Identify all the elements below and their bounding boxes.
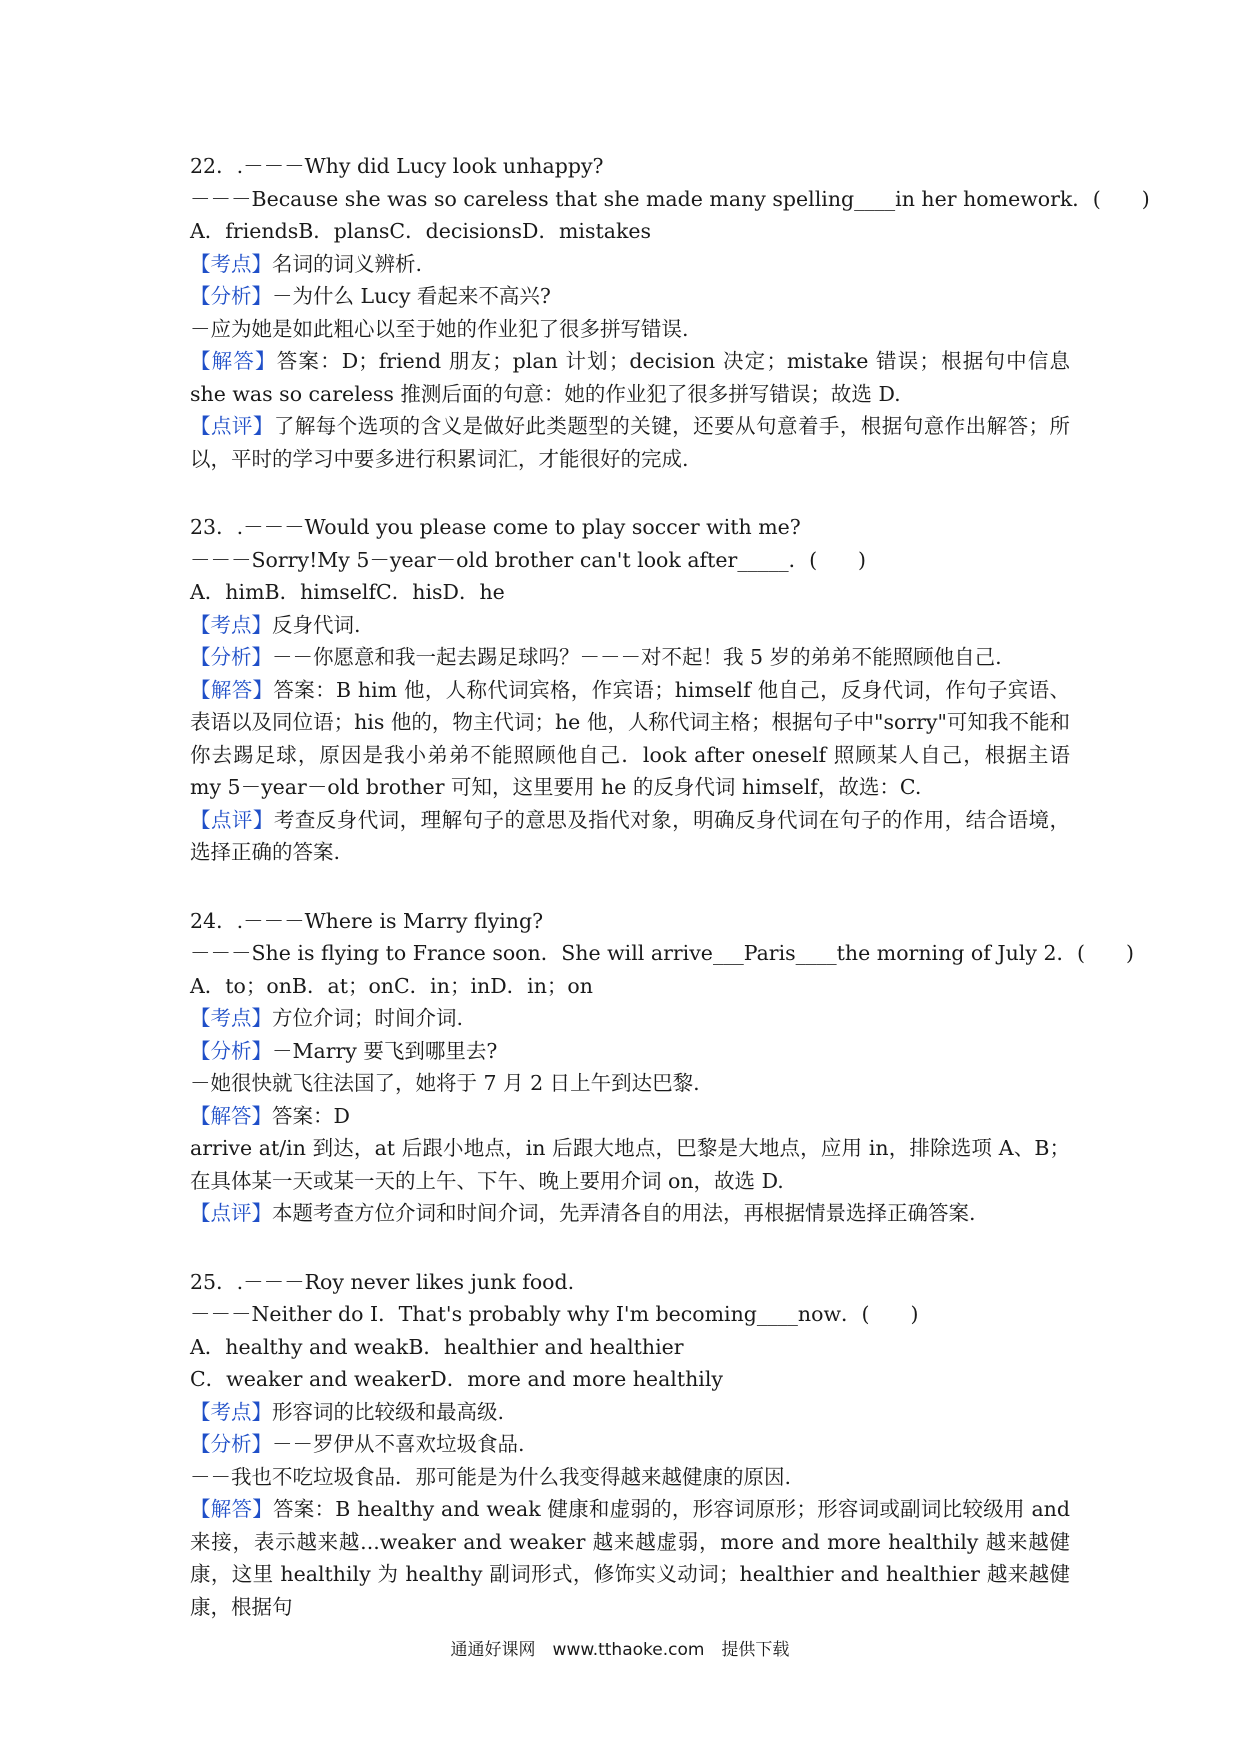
question-stem: 23．.－－－Would you please come to play soccer with me? — [190, 515, 801, 539]
fenxi-text: －－你愿意和我一起去踢足球吗？－－－对不起！我 5 岁的弟弟不能照顾他自己. — [272, 645, 1002, 669]
fenxi-row — [190, 280, 1070, 313]
kaodian-tag: 【考点】 — [190, 1399, 272, 1424]
dianping-tag: 【点评】 — [190, 414, 274, 438]
kaodian-text: 反身代词. — [272, 612, 361, 637]
kaodian-tag: 【考点】 — [190, 251, 272, 276]
jieda-row — [190, 1493, 1070, 1623]
question-stem: －－－Because she was so careless that she made many spelling____in her homework．( ) — [190, 186, 1150, 211]
question-stem: 22．.－－－Why did Lucy look unhappy? — [190, 154, 604, 178]
jieda-explanation: arrive at/in 到达，at 后跟小地点，in 后跟大地点，巴黎是大地点，应用 in，排除选项 A、B；在具体某一天或某一天的上午、下午、晚上要用介词 on，故选 D. — [190, 1136, 1070, 1193]
answer-options: A．to；onB．at；onC．in；inD．in；on — [190, 973, 593, 998]
kaodian-row — [190, 248, 1070, 281]
kaodian-row — [190, 1002, 1070, 1035]
answer-options: C．weaker and weakerD．more and more healthily — [190, 1367, 723, 1391]
jieda-text: 答案：D；friend 朋友；plan 计划；decision 决定；mistake 错误；根据句中信息 she was so careless 推测后面的句意：她的作业犯了很多拼写错误；故选 D. — [190, 349, 1071, 406]
fenxi-tag: 【分析】 — [190, 645, 272, 669]
page-footer: 通通好课网 www.tthaoke.com 提供下载 — [450, 1640, 790, 1660]
jieda-tag: 【解答】 — [190, 1497, 274, 1521]
question-stem: －－－Sorry!My 5－year－old brother can't look after_____．( ) — [190, 547, 867, 572]
answer-options: A．himB．himselfC．hisD．he — [190, 580, 505, 604]
dianping-tag: 【点评】 — [190, 807, 274, 832]
kaodian-row — [190, 609, 1070, 642]
fenxi-tag: 【分析】 — [190, 284, 272, 308]
dianping-text: 考查反身代词，理解句子的意思及指代对象，明确反身代词在句子的作用，结合语境，选择正确的答案. — [190, 807, 1071, 864]
dianping-row — [190, 410, 1070, 475]
dianping-tag: 【点评】 — [190, 1201, 272, 1225]
kaodian-row — [190, 1396, 1070, 1429]
jieda-text: 答案：D — [272, 1103, 350, 1128]
dianping-text: 本题考查方位介词和时间介词，先弄清各自的用法，再根据情景选择正确答案. — [272, 1201, 976, 1225]
question-25 — [190, 1266, 1070, 1624]
jieda-tag: 【解答】 — [190, 349, 277, 373]
jieda-tag: 【解答】 — [190, 1103, 272, 1128]
answer-options: A．healthy and weakB．healthier and healthier — [190, 1334, 684, 1359]
jieda-text: 答案：B him 他，人称代词宾格，作宾语；himself 他自己，反身代词，作句子宾语、表语以及同位语；his 他的，物主代词；he 他，人称代词主格；根据句子中"sorry"可知我不能和你去踢足球，原因是我小弟弟不能照顾他自己．look after oneself 照顾某人自己，根据主语 my 5－year－old brother 可知，这里要用 he 的反身代词 himself，故选：C. — [190, 677, 1071, 799]
document-body — [190, 150, 1150, 1659]
kaodian-tag: 【考点】 — [190, 612, 272, 637]
fenxi-text: －她很快就飞往法国了，她将于 7 月 2 日上午到达巴黎. — [190, 1071, 700, 1095]
question-24 — [190, 905, 1134, 1230]
dianping-row — [190, 804, 1070, 869]
jieda-row — [190, 345, 1070, 410]
question-23 — [190, 511, 1070, 869]
fenxi-row — [190, 1035, 1070, 1068]
question-stem: －－－She is flying to France soon．She will arrive___Paris____the morning of July 2．( ) — [190, 941, 1134, 965]
fenxi-tag: 【分析】 — [190, 1038, 272, 1063]
fenxi-text: －－我也不吃垃圾食品．那可能是为什么我变得越来越健康的原因. — [190, 1464, 792, 1489]
fenxi-text: －－罗伊从不喜欢垃圾食品. — [272, 1432, 525, 1456]
question-stem: －－－Neither do I．That's probably why I'm becoming____now．( ) — [190, 1302, 919, 1326]
jieda-row — [190, 674, 1070, 804]
dianping-row — [190, 1197, 1070, 1230]
jieda-text: 答案：B healthy and weak 健康和虚弱的，形容词原形；形容词或副词比较级用 and 来接，表示越来越...weaker and weaker 越来越虚弱，more and more healthily 越来越健康，这里 healthily 为 healthy 副词形式，修饰实义动词；healthier and healthier 越来越健康，根据句 — [190, 1497, 1071, 1619]
kaodian-tag: 【考点】 — [190, 1006, 272, 1030]
kaodian-text: 方位介词；时间介词. — [272, 1006, 464, 1030]
question-stem: 24．.－－－Where is Marry flying? — [190, 908, 544, 933]
fenxi-row — [190, 641, 1070, 674]
jieda-tag: 【解答】 — [190, 677, 274, 702]
fenxi-text: －为什么 Lucy 看起来不高兴? — [272, 284, 551, 308]
fenxi-text: －Marry 要飞到哪里去? — [272, 1038, 498, 1063]
answer-options: A．friendsB．plansC．decisionsD．mistakes — [190, 219, 652, 243]
dianping-text: 了解每个选项的含义是做好此类题型的关键，还要从句意着手，根据句意作出解答；所以，平时的学习中要多进行积累词汇，才能很好的完成. — [190, 414, 1071, 471]
fenxi-row — [190, 1428, 1070, 1461]
kaodian-text: 名词的词义辨析. — [272, 251, 423, 276]
jieda-row — [190, 1100, 1070, 1133]
kaodian-text: 形容词的比较级和最高级. — [272, 1399, 505, 1424]
question-stem: 25．.－－－Roy never likes junk food. — [190, 1269, 575, 1294]
fenxi-tag: 【分析】 — [190, 1432, 272, 1456]
question-22 — [190, 150, 1150, 475]
fenxi-text: －应为她是如此粗心以至于她的作业犯了很多拼写错误. — [190, 316, 689, 341]
